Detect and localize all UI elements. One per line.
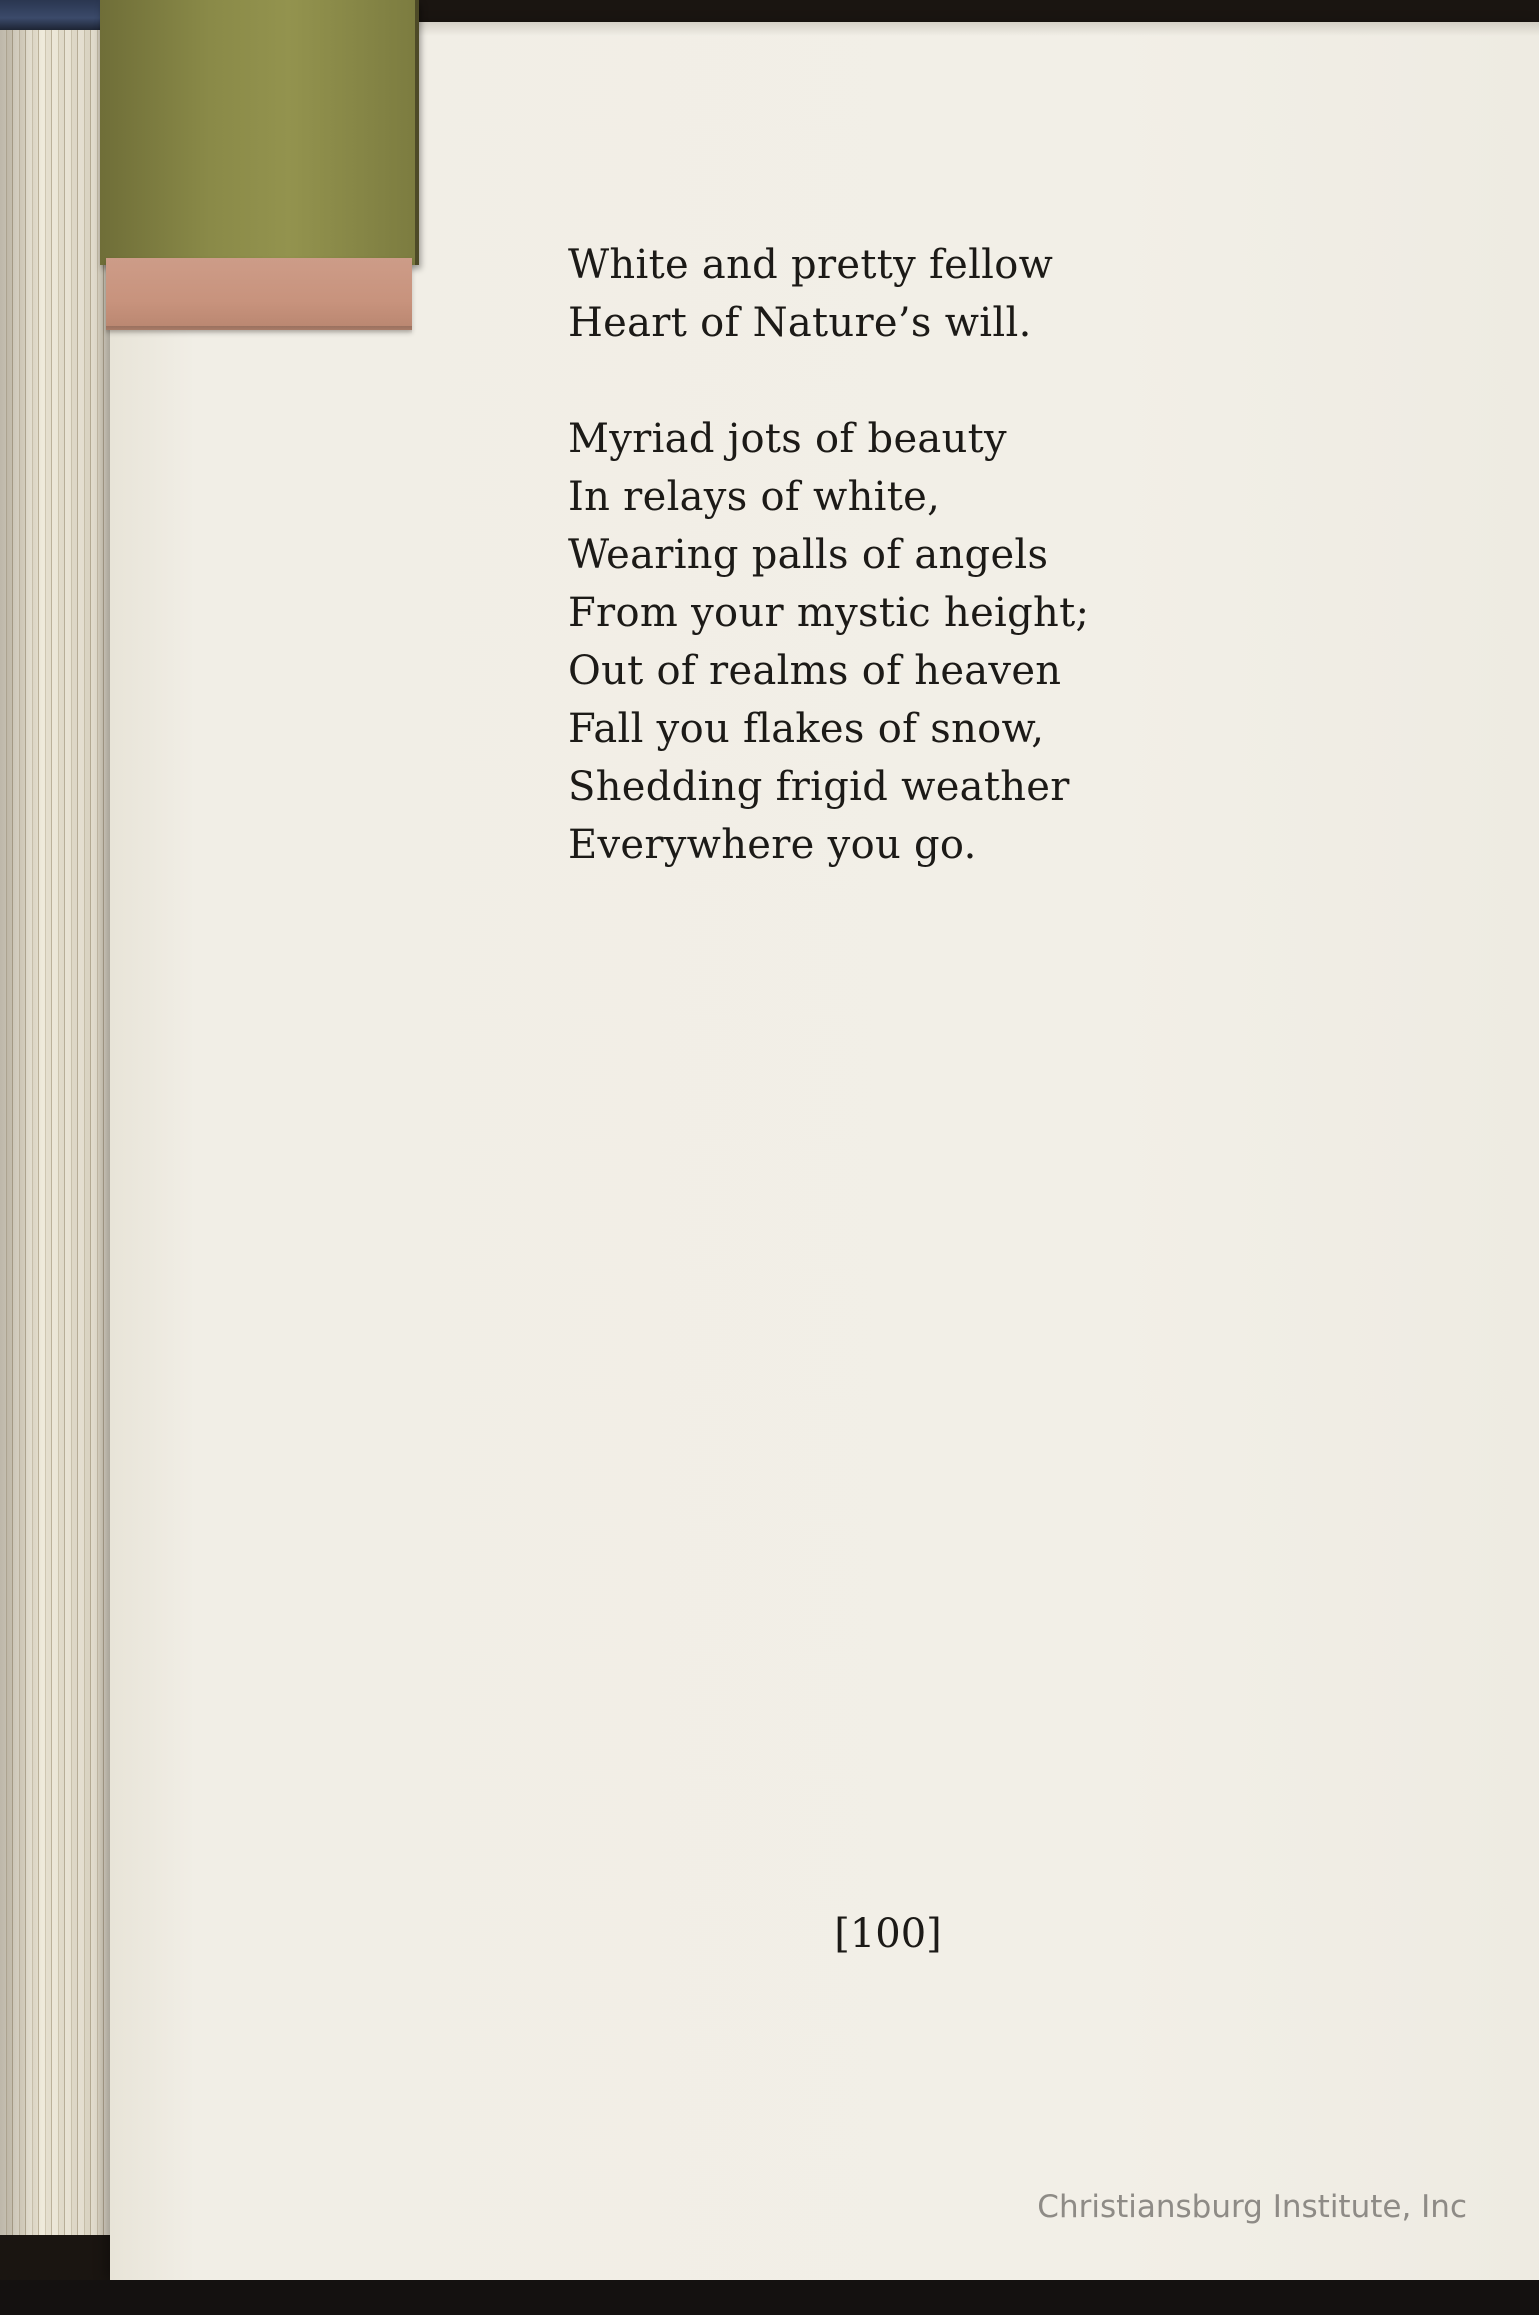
page-number: [100]: [834, 1911, 942, 1957]
watermark-text: Christiansburg Institute, Inc: [1037, 2189, 1467, 2225]
table-surface: [0, 2280, 1539, 2315]
poem-line: Fall you flakes of snow,: [568, 706, 1045, 752]
book-cover-edge: [0, 0, 110, 30]
poem-line: From your mystic height;: [568, 590, 1090, 636]
stacked-page-edges: [0, 20, 120, 2235]
poem-line: White and pretty fellow: [568, 242, 1054, 288]
poem-line: Wearing palls of angels: [568, 532, 1049, 578]
bookmark-ribbon: [100, 0, 419, 265]
poem-line: In relays of white,: [568, 474, 941, 520]
poem-line: Out of realms of heaven: [568, 648, 1062, 694]
poem-line: Heart of Nature’s will.: [568, 300, 1032, 346]
poem-line: Shedding frigid weather: [568, 764, 1070, 810]
bookmark-fold: [106, 258, 412, 330]
poem-text: [568, 236, 1089, 874]
page-edges-shading: [0, 20, 120, 2235]
poem-line: Myriad jots of beauty: [568, 416, 1007, 462]
poem-stanza: [568, 236, 1089, 352]
poem-line: Everywhere you go.: [568, 822, 977, 868]
poem-stanza: [568, 410, 1089, 874]
bookmark-fold-shadow: [106, 326, 412, 334]
